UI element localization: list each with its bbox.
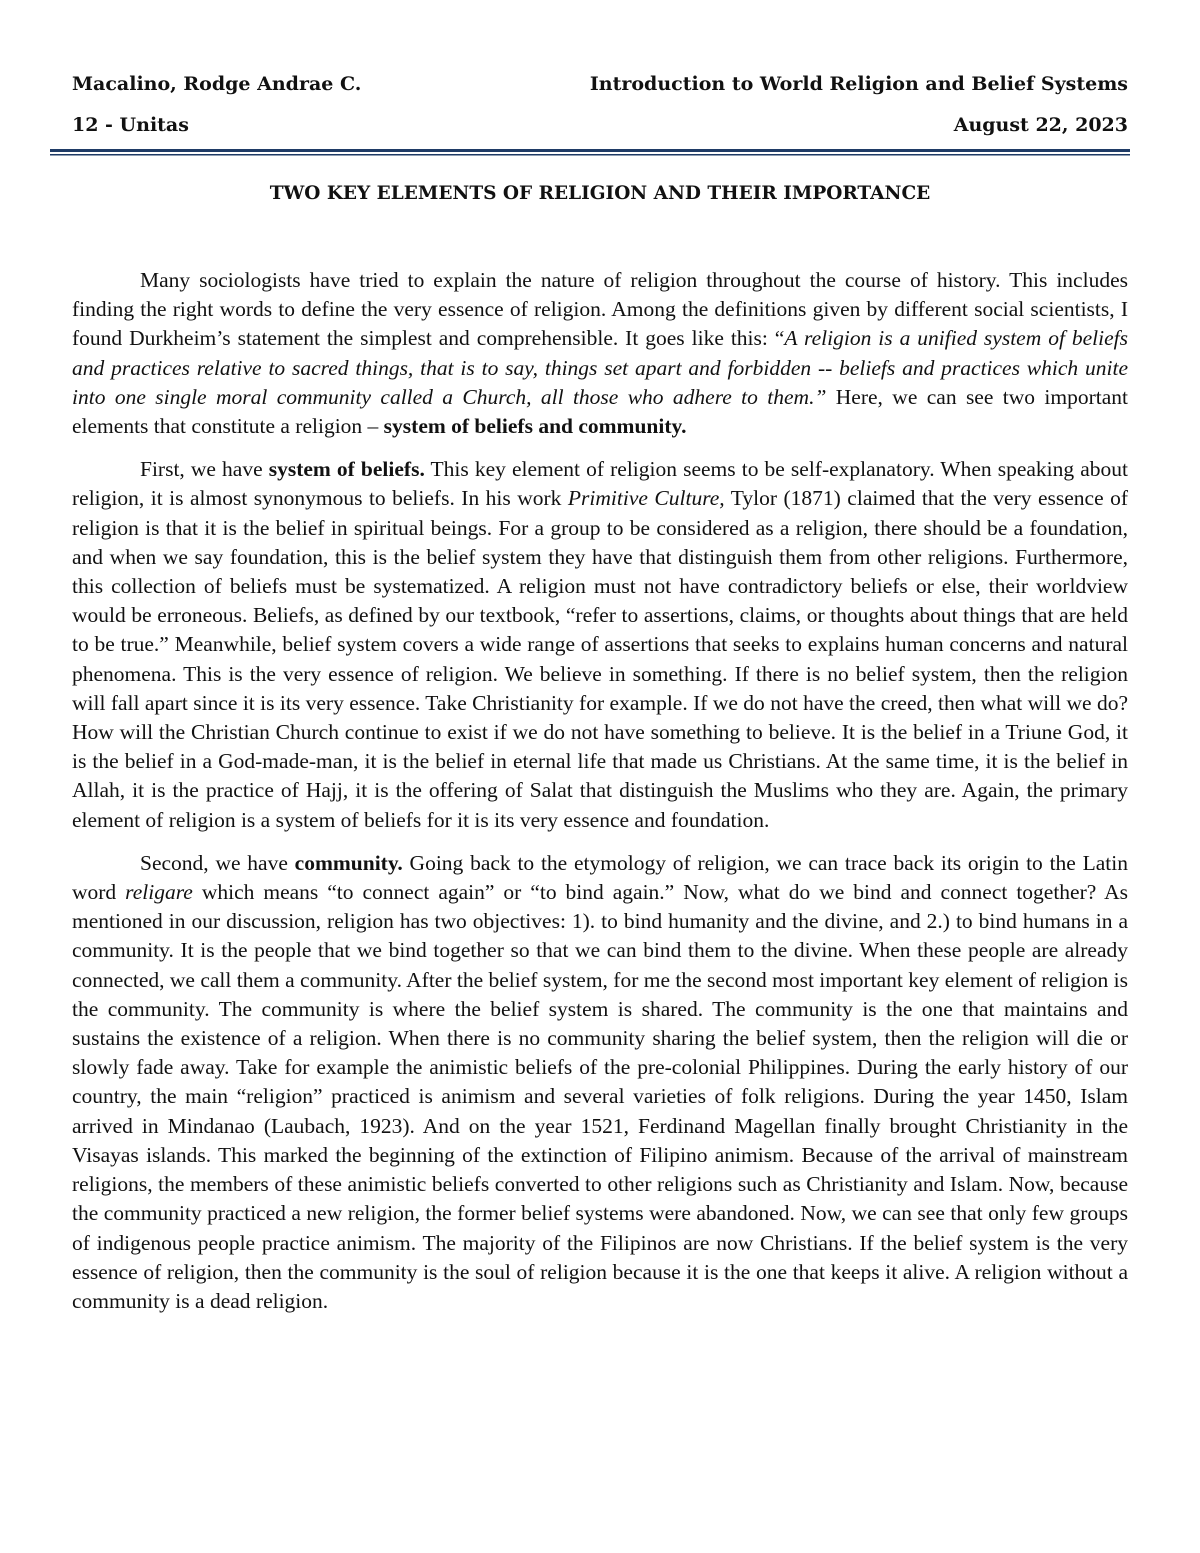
paragraph-1 [72,266,1128,441]
section-name: 12 - Unitas [72,114,189,136]
paragraph-2 [72,455,1128,835]
p3-lead: Second, we have [140,850,295,875]
header-row-1 [72,72,1128,96]
author-name: Macalino, Rodge Andrae C. [72,73,362,95]
paragraph-3 [72,849,1128,1316]
header-divider [50,149,1130,158]
religare-word: religare [125,880,193,905]
p1-text-2: Here, we can see two important elements that constitute a religion – [72,384,1128,439]
header-row-2 [72,113,1128,137]
course-title: Introduction to World Religion and Belief Systems [589,73,1128,95]
p3-text-2: which means “to connect again” or “to bind again.” Now, what do we bind and connect together? As mentioned in our discussion, religion has two objectives: 1). to bind humanity and the divine, and 2.) to bind humans in a community. It is the people that we bind together so that we can bind them to the divine. When these people are already connected, we call them a community. After the belief system, for me the second most important key element of religion is the community. The community is where the belief system is shared. The community is the one that maintains and sustains the existence of a religion. When there is no community sharing the belief system, then the religion will die or slowly fade away. Take for example the animistic beliefs of the pre-colonial Philippines. During the early history of our country, the main “religion” practiced is animism and several varieties of folk religions. During the year 1450, Islam arrived in Mindanao (Laubach, 1923). And on the year 1521, Ferdinand Magellan finally brought Christianity in the Visayas islands. This marked the beginning of the extinction of Filipino animism. Because of the arrival of mainstream religions, the members of these animistic beliefs converted to other religions such as Christianity and Islam. Now, because the community practiced a new religion, the former belief systems were abandoned. Now, we can see that only few groups of indigenous people practice animism. The majority of the Filipinos are now Christians. If the belief system is the very essence of religion, then the community is the soul of religion because it is the one that keeps it alive. A religion without a community is a dead religion. [72,880,1128,1313]
essay-body [72,266,1128,1316]
key-elements-emphasis: system of beliefs and community. [383,414,687,439]
document-title: TWO KEY ELEMENTS OF RELIGION AND THEIR IMPORTANCE [269,183,931,204]
primitive-culture-title: Primitive Culture, [567,486,725,511]
community-emphasis: community. [294,850,403,875]
p2-lead: First, we have [140,457,269,482]
p3-text: Going back to the etymology of religion, we can trace back its origin to the Latin word [72,850,1128,905]
durkheim-quote: A religion is a unified system of beliefs and practices relative to sacred things, that is to say, things set apart and forbidden -- beliefs and practices which unite into one single moral community called a Church, all those who adhere to them.” [72,326,1129,409]
p2-text: This key element of religion seems to be self-explanatory. When speaking about religion, it is almost synonymous to beliefs. In his work [72,457,1128,511]
p1-text: Many sociologists have tried to explain the nature of religion throughout the course of history. This includes finding the right words to define the very essence of religion. Among the definitions given by different social scientists, I found Durkheim’s statement the simplest and comprehensible. It goes like this: “ [72,268,1128,351]
system-of-beliefs-emphasis: system of beliefs. [268,457,425,482]
document-date: August 22, 2023 [953,114,1128,136]
p2-text-2: Tylor (1871) claimed that the very essence of religion is that it is the belief in spiritual beings. For a group to be considered as a religion, there should be a foundation, and when we say foundation, this is the belief system they have that distinguish them from other religions. Furthermore, this collection of beliefs must be systematized. A religion must not have contradictory beliefs or else, their worldview would be erroneous. Beliefs, as defined by our textbook, “refer to assertions, claims, or thoughts about things that are held to be true.” Meanwhile, belief system covers a wide range of assertions that seeks to explains human concerns and natural phenomena. This is the very essence of religion. We believe in something. If there is no belief system, then the religion will fall apart since it is its very essence. Take Christianity for example. If we do not have the creed, then what will we do? How will the Christian Church continue to exist if we do not have something to believe. It is the belief in a Triune God, it is the belief in a God-made-man, it is the belief in eternal life that made us Christians. At the same time, it is the belief in Allah, it is the practice of Hajj, it is the offering of Salat that distinguish the Muslims who they are. Again, the primary element of religion is a system of beliefs for it is its very essence and foundation. [72,486,1129,832]
